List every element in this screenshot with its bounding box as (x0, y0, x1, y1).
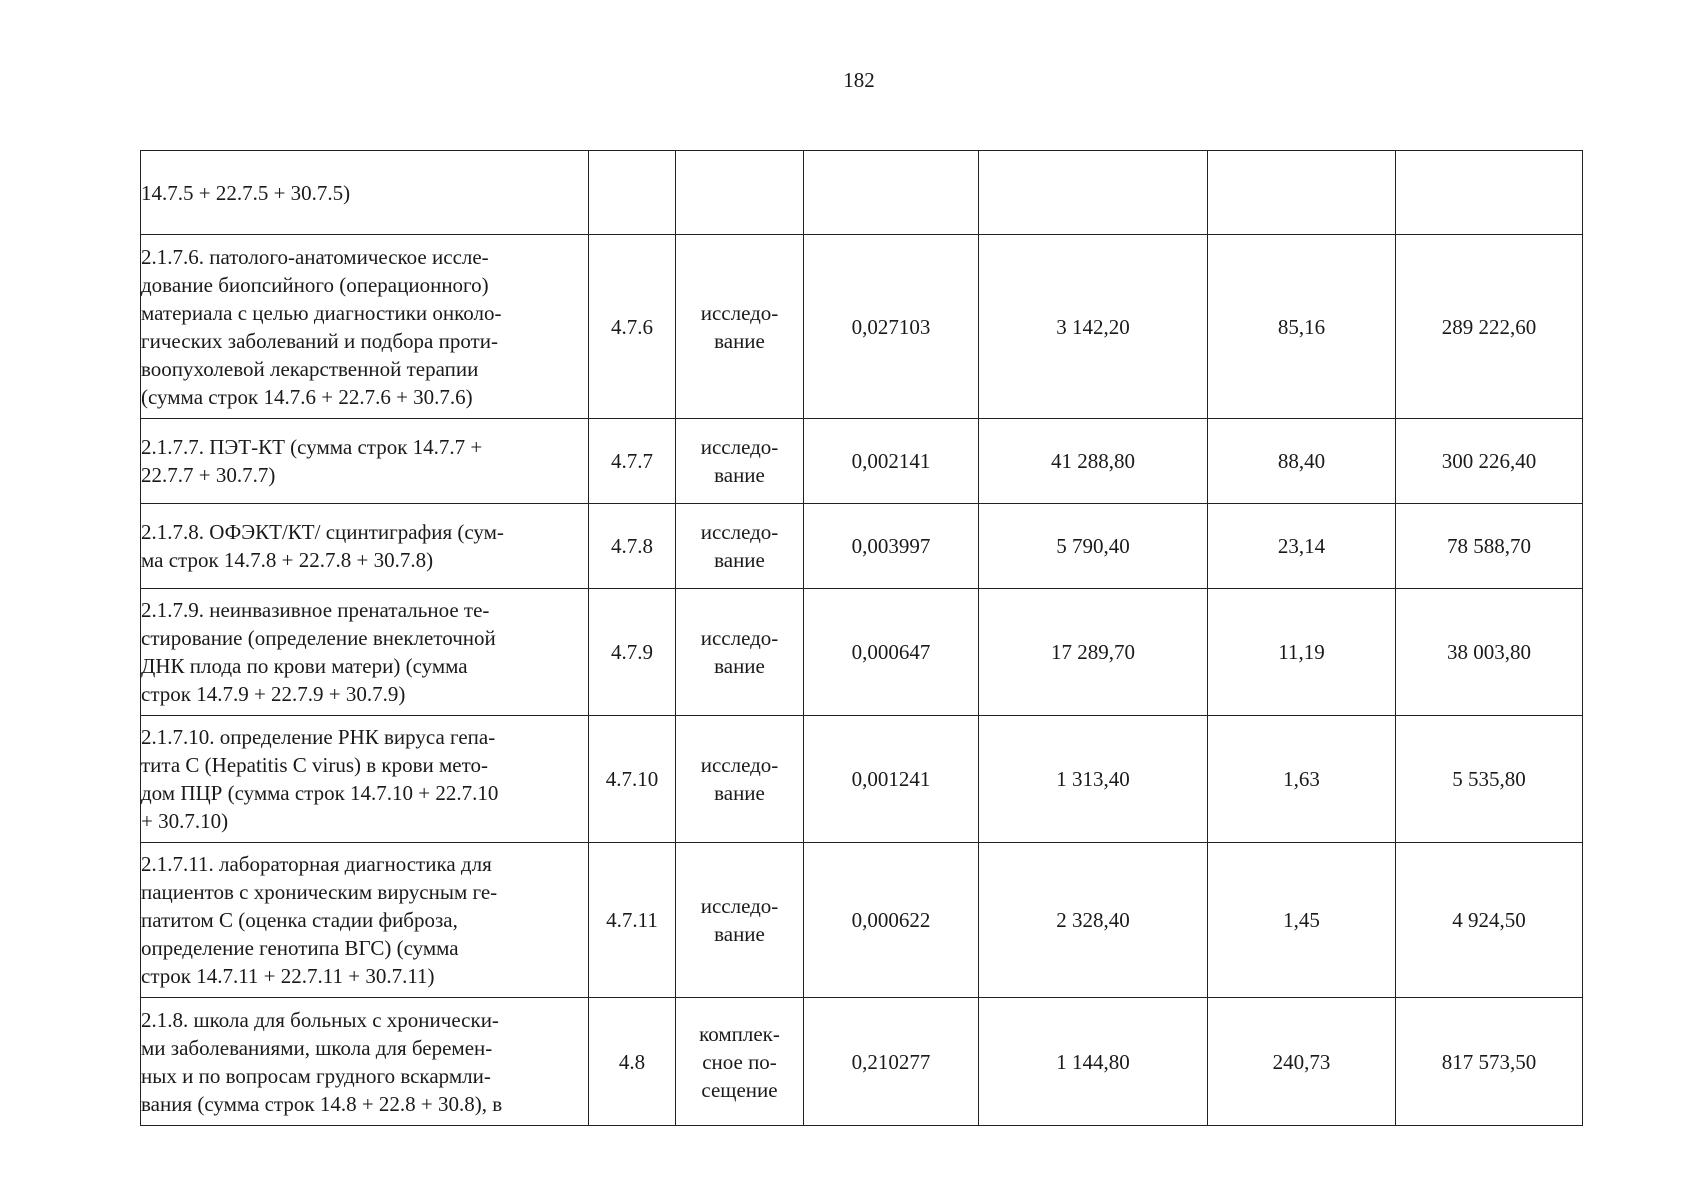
description-line: дом ПЦР (сумма строк 14.7.10 + 22.7.10 (141, 781, 499, 805)
description-line: воопухолевой лекарственной терапии (141, 356, 479, 381)
cell-rate: 0,000647 (804, 589, 979, 716)
cell-description (141, 716, 589, 843)
cell-cost: 3 142,20 (979, 235, 1208, 419)
cell-per-capita: 240,73 (1208, 998, 1396, 1126)
description-line: ных и по вопросам грудного вскармли- (141, 1063, 491, 1088)
description-line: стирование (определение внеклеточной (141, 626, 496, 650)
cell-total: 38 003,80 (1396, 589, 1583, 716)
cell-rate: 0,000622 (804, 843, 979, 998)
unit-line: вание (714, 328, 765, 353)
cell-description (141, 843, 589, 998)
unit-line: вание (714, 922, 765, 946)
unit-line: сещение (701, 1077, 778, 1102)
description-line: пациентов с хроническим вирусным ге- (141, 880, 498, 904)
unit-line: вание (714, 463, 765, 487)
cell-per-capita: 23,14 (1208, 504, 1396, 589)
cell-unit (676, 998, 804, 1126)
cell-description (141, 151, 589, 235)
unit-line: сное по- (702, 1049, 777, 1074)
cell-cost: 41 288,80 (979, 419, 1208, 504)
cell-per-capita: 1,63 (1208, 716, 1396, 843)
cell-rate: 0,027103 (804, 235, 979, 419)
description-line: 2.1.7.11. лабораторная диагностика для (141, 852, 492, 876)
cell-rate: 0,003997 (804, 504, 979, 589)
page-number: 182 (843, 68, 875, 92)
unit-line: вание (714, 654, 765, 678)
cell-per-capita: 11,19 (1208, 589, 1396, 716)
description-line: 2.1.7.8. ОФЭКТ/КТ/ сцинтиграфия (сум- (141, 520, 504, 544)
cell-unit (676, 504, 804, 589)
cell-total (1396, 151, 1583, 235)
cell-total: 78 588,70 (1396, 504, 1583, 589)
cell-total: 300 226,40 (1396, 419, 1583, 504)
cell-unit (676, 235, 804, 419)
cell-total: 4 924,50 (1396, 843, 1583, 998)
cell-row-code: 4.7.10 (589, 716, 676, 843)
table-row (141, 843, 1583, 998)
cell-row-code: 4.7.6 (589, 235, 676, 419)
cell-description (141, 998, 589, 1126)
cell-unit (676, 716, 804, 843)
description-line: 2.1.7.7. ПЭТ-КТ (сумма строк 14.7.7 + (141, 435, 483, 459)
unit-line: вание (714, 781, 765, 805)
cell-per-capita: 85,16 (1208, 235, 1396, 419)
cell-cost: 2 328,40 (979, 843, 1208, 998)
cell-row-code: 4.7.9 (589, 589, 676, 716)
description-line: 2.1.8. школа для больных с хронически- (141, 1007, 499, 1032)
description-line: (сумма строк 14.7.6 + 22.7.6 + 30.7.6) (141, 384, 473, 409)
description-line: 2.1.7.9. неинвазивное пренатальное те- (141, 598, 490, 622)
cell-unit (676, 419, 804, 504)
unit-line: исследо- (700, 753, 779, 777)
table-row (141, 998, 1583, 1126)
unit-line: исследо- (700, 300, 779, 325)
cell-per-capita: 1,45 (1208, 843, 1396, 998)
description-line: тита С (Hepatitis C virus) в крови мето- (141, 753, 489, 777)
description-line: определение генотипа ВГС) (сумма (141, 936, 459, 960)
description-line: ми заболеваниями, школа для беремен- (141, 1035, 493, 1060)
cell-row-code (589, 151, 676, 235)
cell-cost: 17 289,70 (979, 589, 1208, 716)
cell-unit (676, 843, 804, 998)
unit-line: исследо- (700, 520, 779, 544)
description-line: 2.1.7.6. патолого-анатомическое иссле- (141, 244, 489, 269)
tariff-table (140, 150, 1583, 1126)
cell-cost: 1 144,80 (979, 998, 1208, 1126)
description-line: строк 14.7.11 + 22.7.11 + 30.7.11) (141, 964, 435, 988)
table-row (141, 419, 1583, 504)
cell-description (141, 504, 589, 589)
description-line: вания (сумма строк 14.8 + 22.8 + 30.8), в (141, 1091, 503, 1116)
unit-line: комплек- (699, 1021, 780, 1046)
cell-rate: 0,002141 (804, 419, 979, 504)
description-line: 2.1.7.10. определение РНК вируса гепа- (141, 725, 496, 749)
cell-row-code: 4.7.11 (589, 843, 676, 998)
cell-row-code: 4.7.7 (589, 419, 676, 504)
cell-cost (979, 151, 1208, 235)
description-line: ДНК плода по крови матери) (сумма (141, 654, 468, 678)
table-row (141, 235, 1583, 419)
cell-rate: 0,210277 (804, 998, 979, 1126)
cell-per-capita (1208, 151, 1396, 235)
cell-total: 289 222,60 (1396, 235, 1583, 419)
cell-unit (676, 151, 804, 235)
cell-row-code: 4.7.8 (589, 504, 676, 589)
cell-rate: 0,001241 (804, 716, 979, 843)
unit-line: исследо- (700, 435, 779, 459)
description-line: 22.7.7 + 30.7.7) (141, 463, 276, 487)
cell-description (141, 589, 589, 716)
cell-per-capita: 88,40 (1208, 419, 1396, 504)
table-row (141, 589, 1583, 716)
unit-line: исследо- (700, 626, 779, 650)
cell-unit (676, 589, 804, 716)
description-line: патитом С (оценка стадии фиброза, (141, 908, 458, 932)
unit-line: исследо- (700, 894, 779, 918)
cell-total: 817 573,50 (1396, 998, 1583, 1126)
table-row (141, 716, 1583, 843)
cell-cost: 5 790,40 (979, 504, 1208, 589)
cell-description (141, 235, 589, 419)
cell-cost: 1 313,40 (979, 716, 1208, 843)
cell-rate (804, 151, 979, 235)
description-line: строк 14.7.9 + 22.7.9 + 30.7.9) (141, 682, 406, 706)
cell-total: 5 535,80 (1396, 716, 1583, 843)
description-line: ма строк 14.7.8 + 22.7.8 + 30.7.8) (141, 548, 434, 572)
description-line: + 30.7.10) (141, 809, 229, 833)
table-row (141, 151, 1583, 235)
unit-line: вание (714, 548, 765, 572)
description-line: гических заболеваний и подбора проти- (141, 328, 498, 353)
description-line: дование биопсийного (операционного) (141, 272, 489, 297)
cell-row-code: 4.8 (589, 998, 676, 1126)
description-line: 14.7.5 + 22.7.5 + 30.7.5) (141, 180, 351, 205)
table-row (141, 504, 1583, 589)
cell-description (141, 419, 589, 504)
description-line: материала с целью диагностики онколо- (141, 300, 502, 325)
